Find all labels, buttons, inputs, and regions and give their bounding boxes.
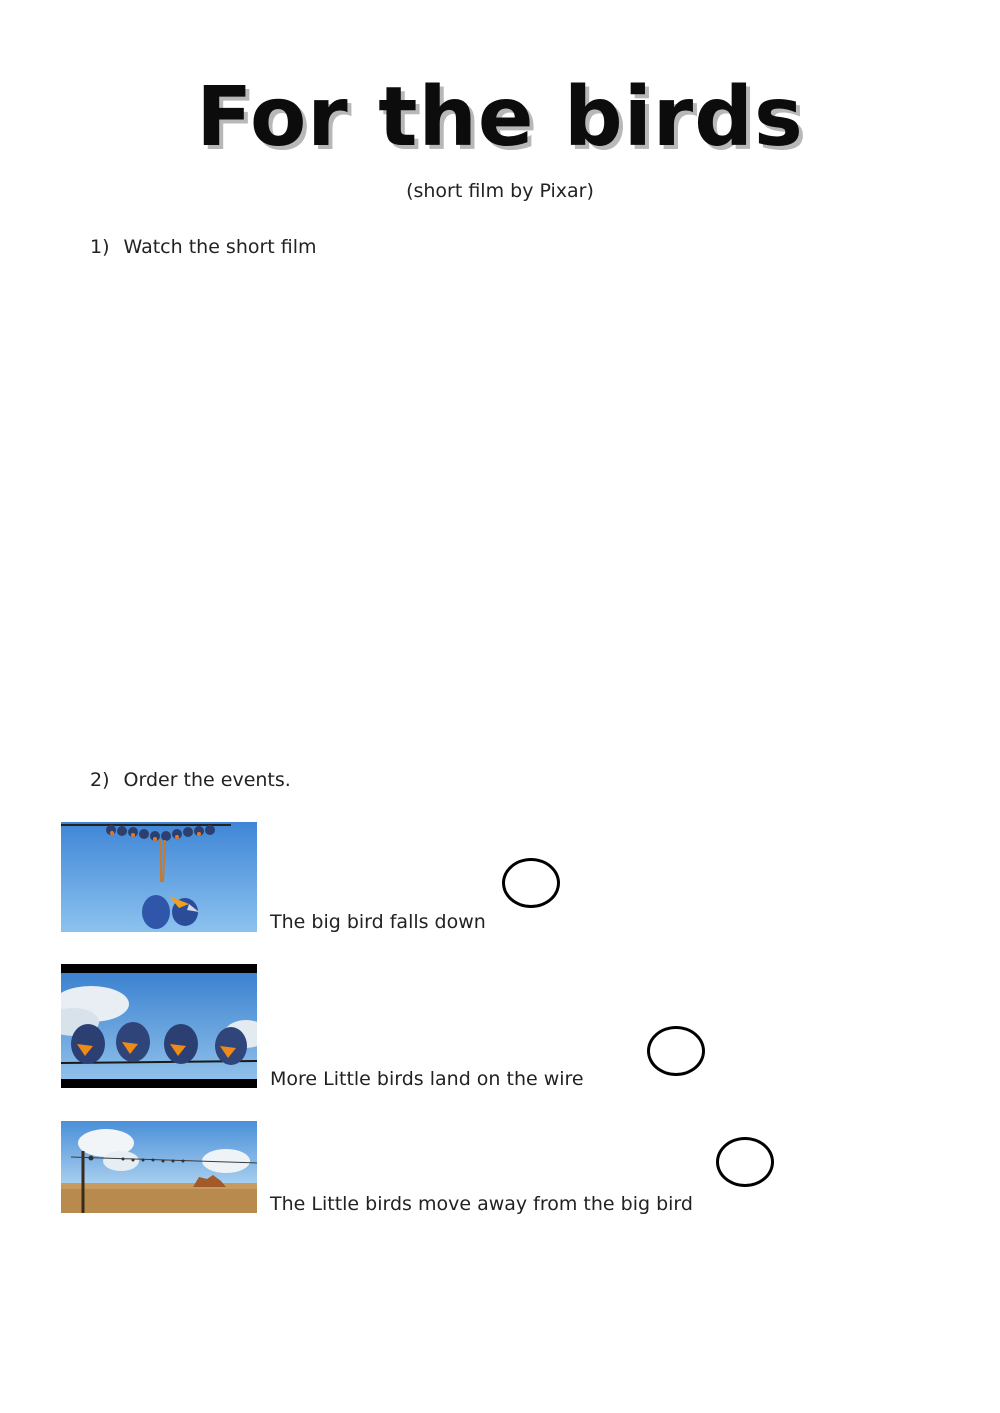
task-number: 2) — [90, 769, 110, 791]
task-2 — [90, 769, 291, 791]
task-number: 1) — [90, 236, 110, 258]
worksheet-subtitle: (short film by Pixar) — [406, 180, 594, 202]
event-3-text: The Little birds move away from the big bird — [270, 1193, 693, 1215]
task-text: Watch the short film — [123, 236, 317, 258]
event-2-text: More Little birds land on the wire — [270, 1068, 584, 1090]
event-image-big-bird-falls — [61, 822, 257, 932]
task-text: Order the events. — [123, 769, 291, 791]
event-image-little-birds-land — [61, 964, 257, 1088]
order-answer-circle-2[interactable] — [647, 1026, 705, 1076]
event-image-little-birds-move-away — [61, 1121, 257, 1213]
task-1 — [90, 236, 317, 258]
order-answer-circle-3[interactable] — [716, 1137, 774, 1187]
order-answer-circle-1[interactable] — [502, 858, 560, 908]
event-1-text: The big bird falls down — [270, 911, 486, 933]
worksheet-title: For the birds — [196, 70, 804, 165]
